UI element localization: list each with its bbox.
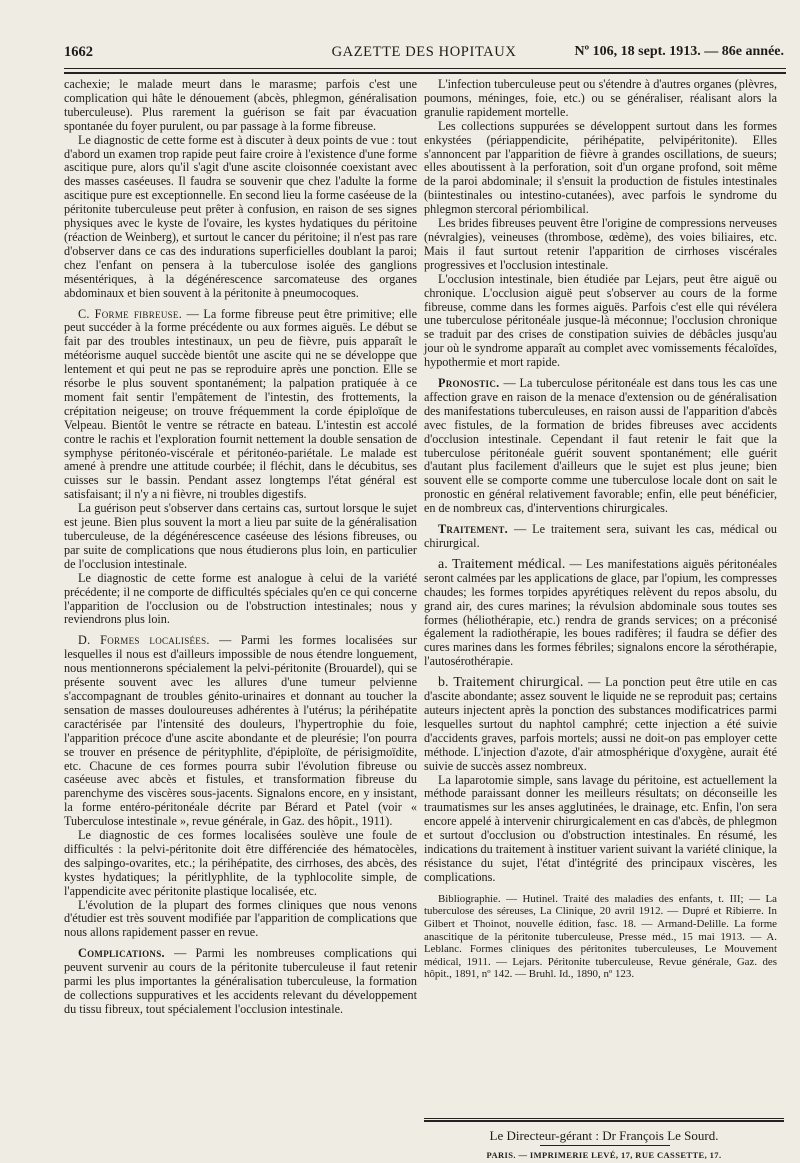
header-rule-thick (64, 72, 786, 74)
paragraph-text: — Parmi les formes localisées sur lesquelles il nous est d'ailleurs impossible de nous étendre longuement, nous mentionnerons spécialement la pelvi-péritonite (Brouardel), qui se présente souvent avec les allures d'une tumeur pelvienne s'accompagnant de troubles génito-urinaires et donnant au toucher la sensation de masses douloureuses adhérentes à l'utérus; la périhépatite caractérisée par l'intensité des douleurs, l'hypertrophie du foie, l'apparition précoce d'une ascite abondante et de pleurésie; l'on pourra se trouver en présence de pérityphlite, d'épiploïte, de périsigmoïdite, etc. Chacune de ces formes pourra subir l'évolution fibreuse ou caséeuse avec abcès et fistules, et transformation fibreuse du parenchyme des viscères sous-jacents. Signalons encore, en y insistant, la forme entéro-péritonéale décrite par Bérard et Patel (voir « Tuberculose intestinale », revue générale, in Gaz. des hôpit., 1911). (64, 633, 417, 829)
printer-line: PARIS. — IMPRIMERIE LEVÉ, 17, RUE CASSETTE, 17. (486, 1150, 722, 1160)
paragraph: Le diagnostic de ces formes localisées soulève une foule de difficultés : la pelvi-péritonite doit être différenciée des hématocèles, des salpingo-ovarites, etc.; la périhépatite, des cirrhoses, des abcès, des kystes hydatiques; la péritlyphlite, de la typhlocolite simple, de l'appendicite avec péritonite plastique localisée, etc. (64, 828, 417, 898)
paragraph: cachexie; le malade meurt dans le marasme; parfois c'est une complication qui hâte le dénouement (abcès, phlegmon, généralisation tuberculeuse). Plus rarement la guérison se fait par évacuation spontanée du foyer purulent, ou par passage à la forme fibreuse. (64, 77, 417, 133)
paragraph-text: — Le traitement sera, suivant les cas, médical ou chirurgical. (424, 522, 777, 550)
section-paragraph (64, 634, 417, 829)
paragraph: L'occlusion intestinale, bien étudiée par Lejars, peut être aiguë ou chronique. L'occlusion aiguë peut s'observer au cours de la forme fibreuse, comme dans les formes aiguës. Parfois c'est elle qui révélera une tuberculose péritonéale jusque-là méconnue; l'occlusion chronique se traduit par des crises de constipation suivies de débâcles jusqu'au jour où le syndrome apparaît au complet avec vomissements fécaloïdes, hypothermie et mort rapide. (424, 271, 777, 370)
section-paragraph (424, 377, 777, 516)
section-paragraph (424, 523, 777, 551)
director-line: Le Directeur-gérant : Dr François Le Sourd. (489, 1128, 719, 1143)
paragraph: Le diagnostic de cette forme est à discuter à deux points de vue : tout d'abord un examen trop rapide peut faire croire à l'existence d'une forme ascitique pure, alors qu'il s'agit d'une ascite cloisonnée coexistant avec des masses caséeuses. Il faudra se souvenir que chez l'adulte la forme ascitique pure est exceptionnelle. En second lieu la forme caséeuse de la péritonite tuberculeuse peut prêter à confusion, en raison de ses signes physiques avec le kyste de l'ovaire, les kystes hydatiques du péritoine (réaction de Weinberg), et surtout le cancer du péritoine; il n'est pas rare d'observer dans ce cas des indurations superficielles doublant la paroi; chez l'enfant on pensera à la tuberculose isolée des ganglions mésentériques, à la dégénérescence sarcomateuse des organes abdominaux et bien souvent à la péritonite à pneumocoques. (64, 132, 417, 300)
subsection-heading: b. Traitement chirurgical. (438, 675, 584, 691)
paragraph-text: — Parmi les nombreuses complications qui peuvent survenir au cours de la péritonite tuberculeuse il faut retenir parmi les plus importantes la généralisation tuberculeuse, la formation de collections suppuratives et les accidents relevant du développement du tissu fibreux, tout spécialement l'occlusion intestinale. (64, 946, 417, 1016)
printer-rule (540, 1145, 670, 1146)
page-number: 1662 (64, 44, 93, 60)
page-header (64, 40, 784, 70)
section-heading: Complications. (78, 946, 165, 961)
paragraph-text: — La tuberculose péritonéale est dans tous les cas une affection grave en raison de la menace d'extension ou de généralisation des manifestations tuberculeuses, en raison aussi de l'apparition d'abcès avec fistules, de la formation de brides fibreuses avec accidents d'occlusion intestinale. Cependant il faut retenir le fait que la tuberculose péritonéale guérit souvent spontanément; elle guérit d'autant plus facilement d'ailleurs que le sujet est plus jeune; bien souvent elle se comporte comme une tuberculose locale dont on sait le pronostic en général relativement favorable; enfin, elle peut bénéficier, en de nombreux cas, d'interventions chirurgicales. (424, 376, 777, 516)
paragraph: Le diagnostic de cette forme est analogue à celui de la variété précédente; il ne comporte de difficultés spéciales qu'en ce qui concerne l'apparition de l'occlusion ou de l'obstruction intestinales; nous y reviendrons plus loin. (64, 570, 417, 627)
section-heading: D. Formes localisées. (78, 633, 210, 648)
journal-title: GAZETTE DES HOPITAUX (331, 44, 517, 60)
section-heading: C. Forme fibreuse. (78, 306, 183, 321)
section-paragraph (64, 947, 417, 1017)
paragraph: La guérison peut s'observer dans certains cas, surtout lorsque le sujet est jeune. Bien plus souvent la mort a lieu par suite de la généralisation tuberculeuse, de la dégénérescence caséeuse des lésions fibreuses, ou par suite de complications que nous étudierons plus loin, en particulier de l'occlusion intestinale. (64, 501, 417, 571)
subsection-heading: a. Traitement médical. (438, 556, 566, 572)
section-heading: Pronostic. (438, 376, 500, 391)
issue-info: Nº 106, 18 sept. 1913. — 86e année. (574, 44, 784, 59)
footer-rule (424, 1118, 784, 1119)
header-rule (64, 68, 786, 69)
paragraph-text: — Les manifestations aiguës péritonéales seront calmées par les applications de glace, par l'opium, les compresses chaudes; les formes torpides apyrétiques relèvent du repos absolu, du grand air, des cures marines; la révulsion abdominale sous toutes ses formes (héliothérapie, etc.) rendra de grands services; on a préconisé également la radiothérapie, les boues radifères; il faudra se défier des cures marines dans les formes fébriles; signalons encore la sérothérapie, l'autosérothérapie. (424, 556, 777, 669)
paragraph: Les collections suppurées se développent surtout dans les formes enkystées (périappendicite, périhépatite, pelvipéritonite). Elles s'annoncent par l'apparition de fièvre à grandes oscillations, de sueurs; elles aboutissent à la perforation, soit d'un organe profond, soit même de la paroi abdominale; il s'ensuit la production de fistules intestinales (biintestinales ou intestino-cutanées), avec parfois le syndrome du phlegmon stercoral périombilical. (424, 118, 777, 217)
footer-rule-thick (424, 1120, 784, 1122)
paragraph: L'infection tuberculeuse peut ou s'étendre à d'autres organes (plèvres, poumons, méninges, foie, etc.) ou se généraliser, réalisant alors la granulie rapidement mortelle. (424, 77, 777, 119)
section-paragraph (64, 308, 417, 503)
section-paragraph (424, 676, 777, 773)
paragraph: Les brides fibreuses peuvent être l'origine de compressions nerveuses (névralgies), veineuses (thrombose, œdème), des voies biliaires, etc. Mais il faut surtout retenir l'apparition de cirrhoses viscérales progressives et l'occlusion intestinale. (424, 216, 777, 272)
paragraph: L'évolution de la plupart des formes cliniques que nous venons d'étudier est très souvent modifiée par l'apparition de complications que nous allons rapidement passer en revue. (64, 897, 417, 940)
section-paragraph (424, 558, 777, 669)
section-heading: Traitement. (438, 522, 508, 537)
paragraph: La laparotomie simple, sans lavage du péritoine, est actuellement la méthode paraissant donner les meilleurs résultats; on déconseille les traumatismes sur les anses agglutinées, le drainage, etc. Enfin, l'on sera encore appelé à intervenir chirurgicalement en cas d'abcès, de phlegmon et surtout d'occlusion ou d'obstruction intestinales. En résumé, les indications du traitement à instituer varient suivant la variété clinique, la résistance du sujet, l'état d'intégrité des principaux viscères, les complications. (424, 772, 777, 884)
paragraph-text: — La ponction peut être utile en cas d'ascite abondante; assez souvent le liquide ne se reproduit pas; certains auteurs injectent après la ponction des substances modificatrices parmi lesquelles surtout du naphtol camphré; cette injection a été suivie d'accidents graves, parfois mortels; aussi ne doit-on pas employer cette méthode. L'injection d'azote, d'air atmosphérique d'oxygène, aurait été suivie de succès assez nombreux. (424, 675, 777, 773)
left-column (64, 78, 417, 1017)
paragraph-text: — La forme fibreuse peut être primitive; elle peut succéder à la forme précédente ou aux formes aiguës. Le début se fait par des troubles intestinaux, un peu de fièvre, puis apparaît le météorisme auquel succède bientôt une ascite qui ne se développe que lentement et qui peut ne pas se reproduire après une ponction. Elle se résorbe le plus souvent spontanément; la palpation pratiquée à ce moment fait sentir l'empâtement de l'intestin, des frottements, la crépitation neigeuse; on trouve fréquemment la corde épiploïque de Velpeau. Bientôt le ventre se rétracte en bateau. L'intestin est accolé contre le rachis et l'exploration fournit nettement la double sensation de symphyse péritonéo-viscérale et péritonéo-pariétale. Le malade est amené à prendre une attitude courbée; il fléchit, dans le décubitus, ses cuisses sur le bassin. Pendant assez longtemps l'état général est satisfaisant; il n'y a ni fièvre, ni troubles digestifs. (64, 306, 417, 502)
right-column (424, 78, 777, 981)
bibliography: Bibliographie. — Hutinel. Traité des maladies des enfants, t. III; — La tuberculose des séreuses, La Clinique, 20 avril 1912. — Dupré et Ribierre. In Gilbert et Thoinot, nouvelle édition, fasc. 18. — Armand-Delille. La forme anascitique de la péritonite tuberculeuse, Presse méd., 15 mai 1913. — A. Leblanc. Formes cliniques des péritonites tuberculeuses, Le Mouvement médical, 1911. — Lejars. Péritonite tuberculeuse, Revue générale, Gaz. des hôpit., 1891, nº 142. — Bruhl. Id., 1890, nº 123. (424, 892, 777, 981)
